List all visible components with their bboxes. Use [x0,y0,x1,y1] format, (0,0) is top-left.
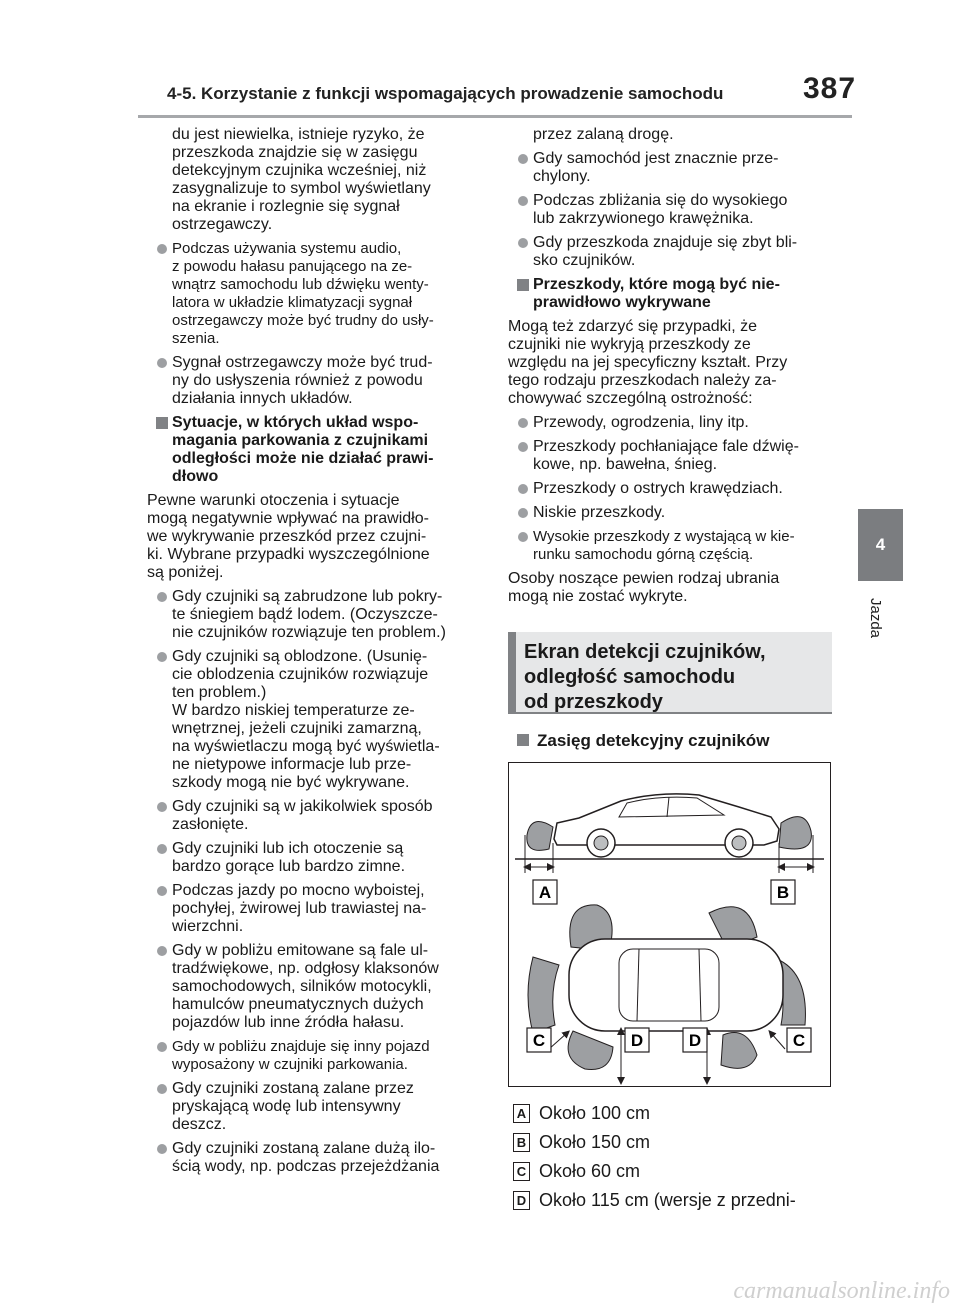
bullet-item: Gdy czujniki są oblodzone. (Usunię- cie oblodzenia czujników rozwiązuje ten problem.) W bardzo niskiej temperaturze ze- wnętrznej, jeżeli czujniki zamarzną, na wyświetlaczu mogą być wyświetla- ne nietypowe informacje lub prze- szkody mogą nie być wykrywane. [147,648,480,792]
chapter-label: Jazda [867,598,884,639]
page-number: 387 [803,72,857,105]
bullet-item: Gdy czujniki zostaną zalane dużą ilo- ścią wody, np. podczas przejeżdżania [147,1140,480,1176]
bullet-item: Przeszkody o ostrych krawędziach. [508,480,834,498]
bullet-item: Gdy czujniki są w jakikolwiek sposób zasłonięte. [147,798,480,834]
legend-tag: D [513,1191,530,1210]
label-d-right: D [688,1031,702,1050]
paragraph: Mogą też zdarzyć się przypadki, że czujniki nie wykryją przeszkody ze względu na jej specyficzny kształt. Przy tego rodzaju przeszkodach należy za- chowywać szczególną ostrożność: [508,318,788,407]
legend-text: Około 115 cm (wersje z przedni- [539,1190,796,1210]
range-legend [513,1099,843,1215]
square-bullet-icon [517,734,529,746]
label-b: B [776,883,790,902]
label-c-right: C [792,1031,806,1050]
continued-paragraph: du jest niewielka, istnieje ryzyko, że przeszkoda znajdzie się w zasięgu detekcyjnym czujnika wcześniej, niż zasygnalizuje to symbol wyświetlany na ekranie i rozlegnie się sygnał ostrzegawczy. [172,126,431,233]
label-d-left: D [630,1031,644,1050]
legend-text: Około 60 cm [539,1161,641,1181]
paragraph: Pewne warunki otoczenia i sytuacje mogą negatywnie wpływać na prawidło- we wykrywanie przeszkód przez czujni- ki. Wybrane przypadki wyszczególnione są poniżej. [147,492,430,581]
bullet-item: Wysokie przeszkody z wystającą w kie- runku samochodu górną częścią. [508,528,834,564]
label-c-left: C [532,1031,546,1050]
bullet-item: Przewody, ogrodzenia, liny itp. [508,414,834,432]
label-a: A [538,883,552,902]
bullet-item: Podczas używania systemu audio, z powodu hałasu panującego na ze- wnątrz samochodu lub dźwięku wenty- latora w układzie klimatyzacji sygnał ostrzegawczy może być trudny do usły- szenia. [147,240,480,348]
legend-tag: C [513,1162,530,1181]
legend-text: Około 100 cm [539,1103,651,1123]
bullet-item: Gdy czujniki lub ich otoczenie są bardzo gorące lub bardzo zimne. [147,840,480,876]
detection-range-heading-text: Zasięg detekcyjny czujników [537,731,770,750]
bullet-item: Gdy w pobliżu emitowane są fale ul- tradźwiękowe, np. odgłosy klaksonów samochodowych, silników motocykli, hamulców pneumatycznych dużych pojazdów lub inne źródła hałasu. [147,942,480,1032]
legend-row-a [513,1099,843,1128]
bullet-item: Podczas jazdy po mocno wyboistej, pochyłej, żwirowej lub trawiastej na- wierzchni. [147,882,480,936]
bullet-item: Gdy czujniki są zabrudzone lub pokry- te śniegiem bądź lodem. (Oczyszcze- nie czujników rozwiązuje ten problem.) [147,588,480,642]
legend-row-d [513,1186,843,1215]
detection-range-heading [508,731,834,751]
header-title: 4-5. Korzystanie z funkcji wspomagających prowadzenie samochodu [167,84,724,103]
bullet-item: Gdy w pobliżu znajduje się inny pojazd wyposażony w czujniki parkowania. [147,1038,480,1074]
range-arrow-c-right [771,1033,785,1049]
legend-tag: B [513,1133,530,1152]
legend-row-c [513,1157,843,1186]
section-title: Ekran detekcji czujników, odległość samochodu od przeszkody [508,632,832,714]
bullet-item: Przeszkody pochłaniające fale dźwię- kowe, np. bawełna, śnieg. [508,438,834,474]
front-detection-zone [527,822,553,851]
bullet-item: Gdy czujniki zostaną zalane przez pryskającą wodę lub intensywny deszcz. [147,1080,480,1134]
subsection-heading: Sytuacje, w których układ wspo- magania parkowania z czujnikami odległości może nie działać prawi- dłowo [147,414,480,486]
bullet-item: Niskie przeszkody. [508,504,834,522]
chapter-tab[interactable]: 4 [858,509,903,581]
bullet-item: Sygnał ostrzegawczy może być trud- ny do usłyszenia również z powodu działania innych układów. [147,354,480,408]
right-column [508,126,834,612]
sensor-range-diagram [508,762,831,1087]
header-divider [138,115,852,118]
paragraph: Osoby noszące pewien rodzaj ubrania mogą nie zostać wykryte. [508,570,780,605]
left-column [147,126,480,1182]
legend-text: Około 150 cm [539,1132,651,1152]
subsection-heading: Przeszkody, które mogą być nie- prawidłowo wykrywane [508,276,834,312]
bullet-item: Gdy samochód jest znacznie prze- chylony. [508,150,834,186]
legend-tag: A [513,1104,530,1123]
continued-paragraph: przez zalaną drogę. [533,126,674,143]
bullet-item: Podczas zbliżania się do wysokiego lub zakrzywionego krawężnika. [508,192,834,228]
watermark: carmanualsonline.info [733,1278,950,1304]
bullet-item: Gdy przeszkoda znajduje się zbyt bli- sko czujników. [508,234,834,270]
sensor-range-illustration [509,763,830,1086]
side-view-car [554,794,779,857]
top-view-car [569,939,783,1031]
rear-detection-zone [779,817,811,849]
range-arrow-c-left [549,1033,567,1049]
legend-row-b [513,1128,843,1157]
